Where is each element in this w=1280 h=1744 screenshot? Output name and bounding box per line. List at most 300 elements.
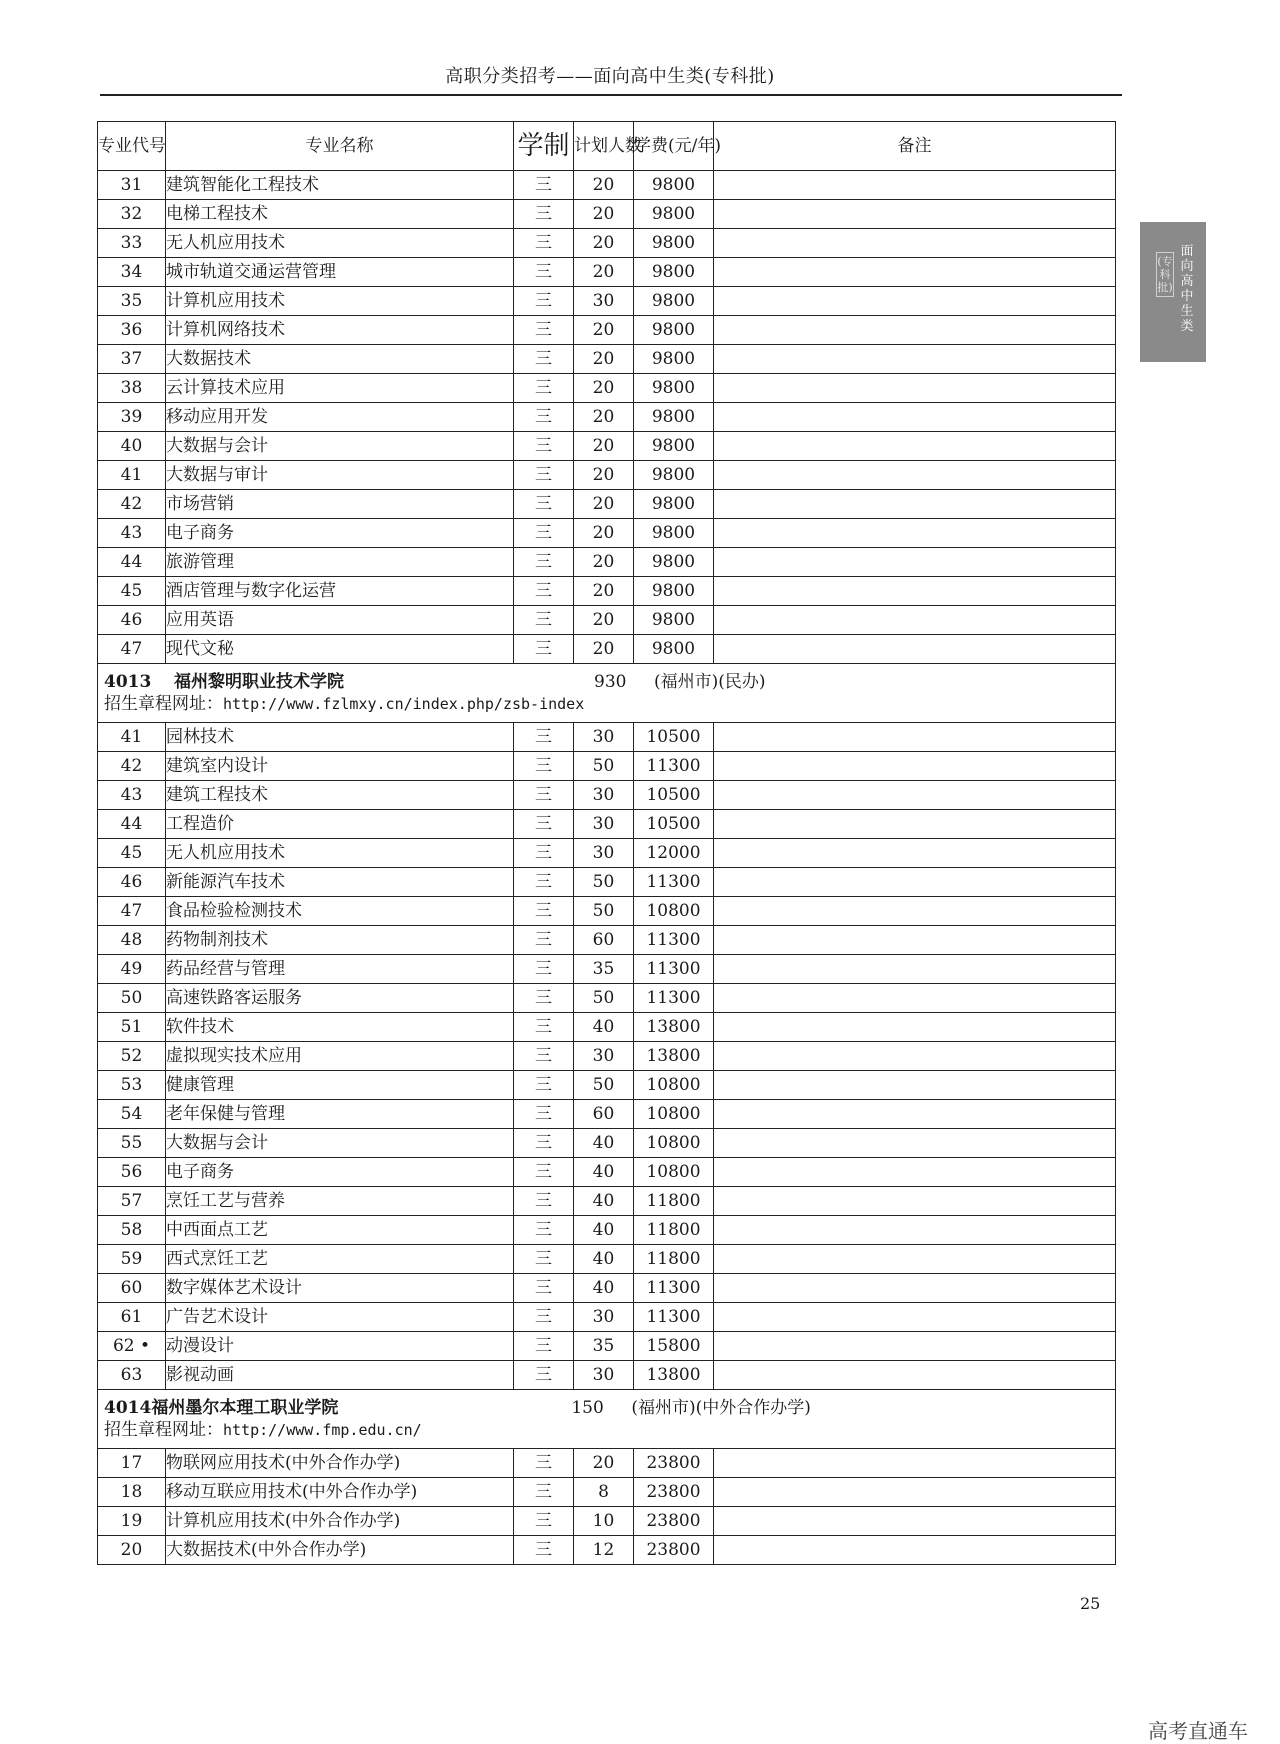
school-url-link[interactable]: http://www.fzlmxy.cn/index.php/zsb-index <box>223 695 585 713</box>
note-cell <box>714 1274 1116 1303</box>
major-code-cell: 18 <box>98 1478 166 1507</box>
duration-cell: 三 <box>514 1042 574 1071</box>
fee-cell: 9800 <box>634 200 714 229</box>
school-url-label: 招生章程网址： <box>104 1420 223 1440</box>
plan-count-cell: 30 <box>574 723 634 752</box>
table-row <box>98 897 1116 926</box>
table-row <box>98 1536 1116 1565</box>
note-cell <box>714 1536 1116 1565</box>
major-code-cell: 62 • <box>98 1332 166 1361</box>
school-code: 4013 <box>104 672 152 692</box>
major-code-cell: 41 <box>98 723 166 752</box>
major-name-cell: 园林技术 <box>166 723 514 752</box>
duration-cell: 三 <box>514 374 574 403</box>
plan-count-cell: 30 <box>574 781 634 810</box>
major-name-cell: 计算机应用技术 <box>166 287 514 316</box>
note-cell <box>714 897 1116 926</box>
plan-count-cell: 20 <box>574 229 634 258</box>
plan-count-cell: 20 <box>574 345 634 374</box>
plan-count-cell: 30 <box>574 1303 634 1332</box>
major-code-cell: 42 <box>98 752 166 781</box>
plan-count-cell: 10 <box>574 1507 634 1536</box>
fee-cell: 10800 <box>634 1100 714 1129</box>
major-code-cell: 52 <box>98 1042 166 1071</box>
note-cell <box>714 1158 1116 1187</box>
header-note: 备注 <box>714 122 1116 171</box>
table-row <box>98 374 1116 403</box>
note-cell <box>714 1013 1116 1042</box>
fee-cell: 23800 <box>634 1507 714 1536</box>
fee-cell: 9800 <box>634 403 714 432</box>
duration-cell: 三 <box>514 258 574 287</box>
table-row <box>98 171 1116 200</box>
fee-cell: 9800 <box>634 519 714 548</box>
major-name-cell: 移动应用开发 <box>166 403 514 432</box>
major-code-cell: 61 <box>98 1303 166 1332</box>
fee-cell: 9800 <box>634 229 714 258</box>
note-cell <box>714 839 1116 868</box>
duration-cell: 三 <box>514 345 574 374</box>
table-row <box>98 1216 1116 1245</box>
school-note: (福州市)(民办) <box>654 672 766 692</box>
major-name-cell: 云计算技术应用 <box>166 374 514 403</box>
group2-body <box>98 723 1116 1390</box>
note-cell <box>714 403 1116 432</box>
fee-cell: 11300 <box>634 752 714 781</box>
major-name-cell: 大数据与会计 <box>166 1129 514 1158</box>
plan-count-cell: 20 <box>574 171 634 200</box>
major-name-cell: 中西面点工艺 <box>166 1216 514 1245</box>
plan-count-cell: 40 <box>574 1187 634 1216</box>
duration-cell: 三 <box>514 1303 574 1332</box>
fee-cell: 15800 <box>634 1332 714 1361</box>
fee-cell: 10800 <box>634 1071 714 1100</box>
table-row <box>98 287 1116 316</box>
table-row <box>98 258 1116 287</box>
header-plan: 计划人数 <box>574 122 634 171</box>
duration-cell: 三 <box>514 1013 574 1042</box>
school-code: 4014 <box>104 1398 152 1418</box>
plan-count-cell: 20 <box>574 490 634 519</box>
page-number: 25 <box>1080 1594 1101 1613</box>
major-name-cell: 大数据技术(中外合作办学) <box>166 1536 514 1565</box>
plan-count-cell: 60 <box>574 1100 634 1129</box>
major-code-cell: 20 <box>98 1536 166 1565</box>
major-code-cell: 42 <box>98 490 166 519</box>
table-row <box>98 606 1116 635</box>
group1-body <box>98 171 1116 664</box>
duration-cell: 三 <box>514 1158 574 1187</box>
note-cell <box>714 1100 1116 1129</box>
duration-cell: 三 <box>514 781 574 810</box>
major-name-cell: 无人机应用技术 <box>166 839 514 868</box>
header-name: 专业名称 <box>166 122 514 171</box>
school3-block <box>98 1390 1116 1449</box>
major-name-cell: 高速铁路客运服务 <box>166 984 514 1013</box>
plan-count-cell: 20 <box>574 432 634 461</box>
duration-cell: 三 <box>514 200 574 229</box>
note-cell <box>714 1071 1116 1100</box>
table-row <box>98 1361 1116 1390</box>
major-name-cell: 城市轨道交通运营管理 <box>166 258 514 287</box>
major-code-cell: 43 <box>98 519 166 548</box>
fee-cell: 10500 <box>634 781 714 810</box>
major-code-cell: 36 <box>98 316 166 345</box>
school-name: 福州黎明职业技术学院 <box>174 672 344 692</box>
fee-cell: 9800 <box>634 461 714 490</box>
header-fee: 学费(元/年) <box>634 122 714 171</box>
table-row <box>98 955 1116 984</box>
fee-cell: 10500 <box>634 810 714 839</box>
major-name-cell: 现代文秘 <box>166 635 514 664</box>
major-name-cell: 旅游管理 <box>166 548 514 577</box>
table-row <box>98 1507 1116 1536</box>
fee-cell: 11800 <box>634 1245 714 1274</box>
major-code-cell: 35 <box>98 287 166 316</box>
fee-cell: 13800 <box>634 1013 714 1042</box>
side-tab-sub-label: (专科批) <box>1156 252 1174 297</box>
fee-cell: 11800 <box>634 1216 714 1245</box>
enrollment-table <box>97 121 1116 1565</box>
major-code-cell: 47 <box>98 897 166 926</box>
duration-cell: 三 <box>514 1536 574 1565</box>
major-code-cell: 41 <box>98 461 166 490</box>
duration-cell: 三 <box>514 723 574 752</box>
major-code-cell: 31 <box>98 171 166 200</box>
table-row <box>98 200 1116 229</box>
header-xuezhi: 学制 <box>514 122 574 171</box>
major-name-cell: 大数据与审计 <box>166 461 514 490</box>
duration-cell: 三 <box>514 171 574 200</box>
duration-cell: 三 <box>514 519 574 548</box>
major-code-cell: 32 <box>98 200 166 229</box>
table-row <box>98 781 1116 810</box>
duration-cell: 三 <box>514 635 574 664</box>
major-code-cell: 44 <box>98 548 166 577</box>
table-row <box>98 984 1116 1013</box>
major-name-cell: 虚拟现实技术应用 <box>166 1042 514 1071</box>
table-row <box>98 490 1116 519</box>
fee-cell: 9800 <box>634 316 714 345</box>
duration-cell: 三 <box>514 548 574 577</box>
fee-cell: 11300 <box>634 955 714 984</box>
school-name: 福州墨尔本理工职业学院 <box>151 1398 339 1418</box>
major-code-cell: 48 <box>98 926 166 955</box>
note-cell <box>714 345 1116 374</box>
school2-block <box>98 664 1116 723</box>
table-row <box>98 1042 1116 1071</box>
note-cell <box>714 955 1116 984</box>
table-row <box>98 839 1116 868</box>
table-row <box>98 723 1116 752</box>
note-cell <box>714 316 1116 345</box>
major-name-cell: 动漫设计 <box>166 1332 514 1361</box>
fee-cell: 23800 <box>634 1478 714 1507</box>
note-cell <box>714 1332 1116 1361</box>
major-code-cell: 44 <box>98 810 166 839</box>
note-cell <box>714 258 1116 287</box>
fee-cell: 9800 <box>634 635 714 664</box>
major-code-cell: 50 <box>98 984 166 1013</box>
fee-cell: 11300 <box>634 868 714 897</box>
major-name-cell: 数字媒体艺术设计 <box>166 1274 514 1303</box>
duration-cell: 三 <box>514 403 574 432</box>
fee-cell: 11800 <box>634 1187 714 1216</box>
fee-cell: 10800 <box>634 897 714 926</box>
fee-cell: 9800 <box>634 374 714 403</box>
table-row <box>98 1158 1116 1187</box>
table-row <box>98 1303 1116 1332</box>
table-row <box>98 1245 1116 1274</box>
side-tab-main-label: 面向高中生类 <box>1180 244 1194 334</box>
plan-count-cell: 20 <box>574 1449 634 1478</box>
major-code-cell: 45 <box>98 577 166 606</box>
major-code-cell: 55 <box>98 1129 166 1158</box>
major-code-cell: 45 <box>98 839 166 868</box>
plan-count-cell: 30 <box>574 1361 634 1390</box>
duration-cell: 三 <box>514 1274 574 1303</box>
table-row <box>98 752 1116 781</box>
table-row <box>98 1478 1116 1507</box>
major-name-cell: 建筑工程技术 <box>166 781 514 810</box>
major-name-cell: 药品经营与管理 <box>166 955 514 984</box>
table-row <box>98 1187 1116 1216</box>
fee-cell: 10800 <box>634 1129 714 1158</box>
major-code-cell: 33 <box>98 229 166 258</box>
major-name-cell: 建筑智能化工程技术 <box>166 171 514 200</box>
table-row <box>98 810 1116 839</box>
fee-cell: 9800 <box>634 432 714 461</box>
note-cell <box>714 490 1116 519</box>
fee-cell: 12000 <box>634 839 714 868</box>
table-row <box>98 1274 1116 1303</box>
major-code-cell: 40 <box>98 432 166 461</box>
major-name-cell: 市场营销 <box>166 490 514 519</box>
note-cell <box>714 1187 1116 1216</box>
school-plan: 930 <box>594 672 627 692</box>
major-code-cell: 34 <box>98 258 166 287</box>
major-code-cell: 19 <box>98 1507 166 1536</box>
plan-count-cell: 40 <box>574 1245 634 1274</box>
note-cell <box>714 374 1116 403</box>
major-code-cell: 58 <box>98 1216 166 1245</box>
table-row <box>98 926 1116 955</box>
table-row <box>98 577 1116 606</box>
note-cell <box>714 1216 1116 1245</box>
duration-cell: 三 <box>514 984 574 1013</box>
major-name-cell: 应用英语 <box>166 606 514 635</box>
major-code-cell: 56 <box>98 1158 166 1187</box>
duration-cell: 三 <box>514 1071 574 1100</box>
fee-cell: 23800 <box>634 1536 714 1565</box>
fee-cell: 13800 <box>634 1042 714 1071</box>
plan-count-cell: 50 <box>574 752 634 781</box>
note-cell <box>714 432 1116 461</box>
duration-cell: 三 <box>514 1245 574 1274</box>
duration-cell: 三 <box>514 926 574 955</box>
major-name-cell: 烹饪工艺与营养 <box>166 1187 514 1216</box>
note-cell <box>714 781 1116 810</box>
table-row <box>98 316 1116 345</box>
major-name-cell: 计算机网络技术 <box>166 316 514 345</box>
fee-cell: 9800 <box>634 606 714 635</box>
plan-count-cell: 30 <box>574 1042 634 1071</box>
major-code-cell: 47 <box>98 635 166 664</box>
note-cell <box>714 606 1116 635</box>
major-code-cell: 38 <box>98 374 166 403</box>
table-row <box>98 1071 1116 1100</box>
plan-count-cell: 20 <box>574 519 634 548</box>
note-cell <box>714 1507 1116 1536</box>
fee-cell: 11300 <box>634 1274 714 1303</box>
major-code-cell: 57 <box>98 1187 166 1216</box>
note-cell <box>714 752 1116 781</box>
note-cell <box>714 200 1116 229</box>
table-row <box>98 403 1116 432</box>
school-info-cell <box>98 664 1116 723</box>
header-code: 专业代号 <box>98 122 166 171</box>
note-cell <box>714 1129 1116 1158</box>
page-header-title: 高职分类招考——面向高中生类(专科批) <box>445 66 775 87</box>
plan-count-cell: 20 <box>574 548 634 577</box>
note-cell <box>714 229 1116 258</box>
table-row <box>98 635 1116 664</box>
plan-count-cell: 20 <box>574 200 634 229</box>
duration-cell: 三 <box>514 1478 574 1507</box>
major-name-cell: 工程造价 <box>166 810 514 839</box>
plan-count-cell: 50 <box>574 984 634 1013</box>
table-row <box>98 1332 1116 1361</box>
duration-cell: 三 <box>514 316 574 345</box>
note-cell <box>714 1449 1116 1478</box>
duration-cell: 三 <box>514 1449 574 1478</box>
duration-cell: 三 <box>514 577 574 606</box>
duration-cell: 三 <box>514 1361 574 1390</box>
fee-cell: 11300 <box>634 1303 714 1332</box>
plan-count-cell: 35 <box>574 955 634 984</box>
plan-count-cell: 20 <box>574 635 634 664</box>
note-cell <box>714 723 1116 752</box>
fee-cell: 9800 <box>634 345 714 374</box>
duration-cell: 三 <box>514 752 574 781</box>
duration-cell: 三 <box>514 839 574 868</box>
major-code-cell: 54 <box>98 1100 166 1129</box>
note-cell <box>714 287 1116 316</box>
major-code-cell: 46 <box>98 606 166 635</box>
major-code-cell: 17 <box>98 1449 166 1478</box>
major-name-cell: 电子商务 <box>166 1158 514 1187</box>
plan-count-cell: 20 <box>574 316 634 345</box>
plan-count-cell: 8 <box>574 1478 634 1507</box>
major-code-cell: 49 <box>98 955 166 984</box>
fee-cell: 9800 <box>634 490 714 519</box>
note-cell <box>714 1303 1116 1332</box>
major-name-cell: 大数据技术 <box>166 345 514 374</box>
table-row <box>98 868 1116 897</box>
plan-count-cell: 20 <box>574 403 634 432</box>
plan-count-cell: 12 <box>574 1536 634 1565</box>
plan-count-cell: 50 <box>574 897 634 926</box>
fee-cell: 9800 <box>634 171 714 200</box>
duration-cell: 三 <box>514 810 574 839</box>
plan-count-cell: 40 <box>574 1274 634 1303</box>
plan-count-cell: 35 <box>574 1332 634 1361</box>
plan-count-cell: 30 <box>574 287 634 316</box>
plan-count-cell: 30 <box>574 810 634 839</box>
duration-cell: 三 <box>514 1129 574 1158</box>
school-url-link[interactable]: http://www.fmp.edu.cn/ <box>223 1421 422 1439</box>
major-name-cell: 影视动画 <box>166 1361 514 1390</box>
major-name-cell: 计算机应用技术(中外合作办学) <box>166 1507 514 1536</box>
major-name-cell: 建筑室内设计 <box>166 752 514 781</box>
major-name-cell: 广告艺术设计 <box>166 1303 514 1332</box>
plan-count-cell: 20 <box>574 374 634 403</box>
plan-count-cell: 60 <box>574 926 634 955</box>
duration-cell: 三 <box>514 461 574 490</box>
major-code-cell: 37 <box>98 345 166 374</box>
fee-cell: 11300 <box>634 984 714 1013</box>
major-code-cell: 46 <box>98 868 166 897</box>
major-code-cell: 60 <box>98 1274 166 1303</box>
major-name-cell: 大数据与会计 <box>166 432 514 461</box>
fee-cell: 11300 <box>634 926 714 955</box>
major-code-cell: 51 <box>98 1013 166 1042</box>
group3-body <box>98 1449 1116 1565</box>
school-row <box>98 1390 1116 1449</box>
duration-cell: 三 <box>514 229 574 258</box>
table-row <box>98 1129 1116 1158</box>
duration-cell: 三 <box>514 287 574 316</box>
note-cell <box>714 926 1116 955</box>
watermark-text: 高考直通车 <box>1148 1719 1248 1743</box>
note-cell <box>714 1245 1116 1274</box>
fee-cell: 9800 <box>634 258 714 287</box>
note-cell <box>714 577 1116 606</box>
major-name-cell: 酒店管理与数字化运营 <box>166 577 514 606</box>
major-code-cell: 63 <box>98 1361 166 1390</box>
major-code-cell: 59 <box>98 1245 166 1274</box>
duration-cell: 三 <box>514 490 574 519</box>
note-cell <box>714 1478 1116 1507</box>
plan-count-cell: 20 <box>574 606 634 635</box>
major-code-cell: 53 <box>98 1071 166 1100</box>
plan-count-cell: 40 <box>574 1158 634 1187</box>
fee-cell: 10800 <box>634 1158 714 1187</box>
major-name-cell: 无人机应用技术 <box>166 229 514 258</box>
fee-cell: 10500 <box>634 723 714 752</box>
note-cell <box>714 984 1116 1013</box>
duration-cell: 三 <box>514 1507 574 1536</box>
plan-count-cell: 40 <box>574 1129 634 1158</box>
school-plan: 150 <box>571 1398 604 1418</box>
major-name-cell: 健康管理 <box>166 1071 514 1100</box>
duration-cell: 三 <box>514 1216 574 1245</box>
side-section-tab <box>1140 222 1206 362</box>
major-name-cell: 移动互联应用技术(中外合作办学) <box>166 1478 514 1507</box>
major-name-cell: 老年保健与管理 <box>166 1100 514 1129</box>
school-info-cell <box>98 1390 1116 1449</box>
fee-cell: 9800 <box>634 577 714 606</box>
plan-count-cell: 40 <box>574 1216 634 1245</box>
fee-cell: 13800 <box>634 1361 714 1390</box>
duration-cell: 三 <box>514 897 574 926</box>
school-row <box>98 664 1116 723</box>
note-cell <box>714 548 1116 577</box>
major-name-cell: 西式烹饪工艺 <box>166 1245 514 1274</box>
note-cell <box>714 1361 1116 1390</box>
table-row <box>98 519 1116 548</box>
table-row <box>98 548 1116 577</box>
